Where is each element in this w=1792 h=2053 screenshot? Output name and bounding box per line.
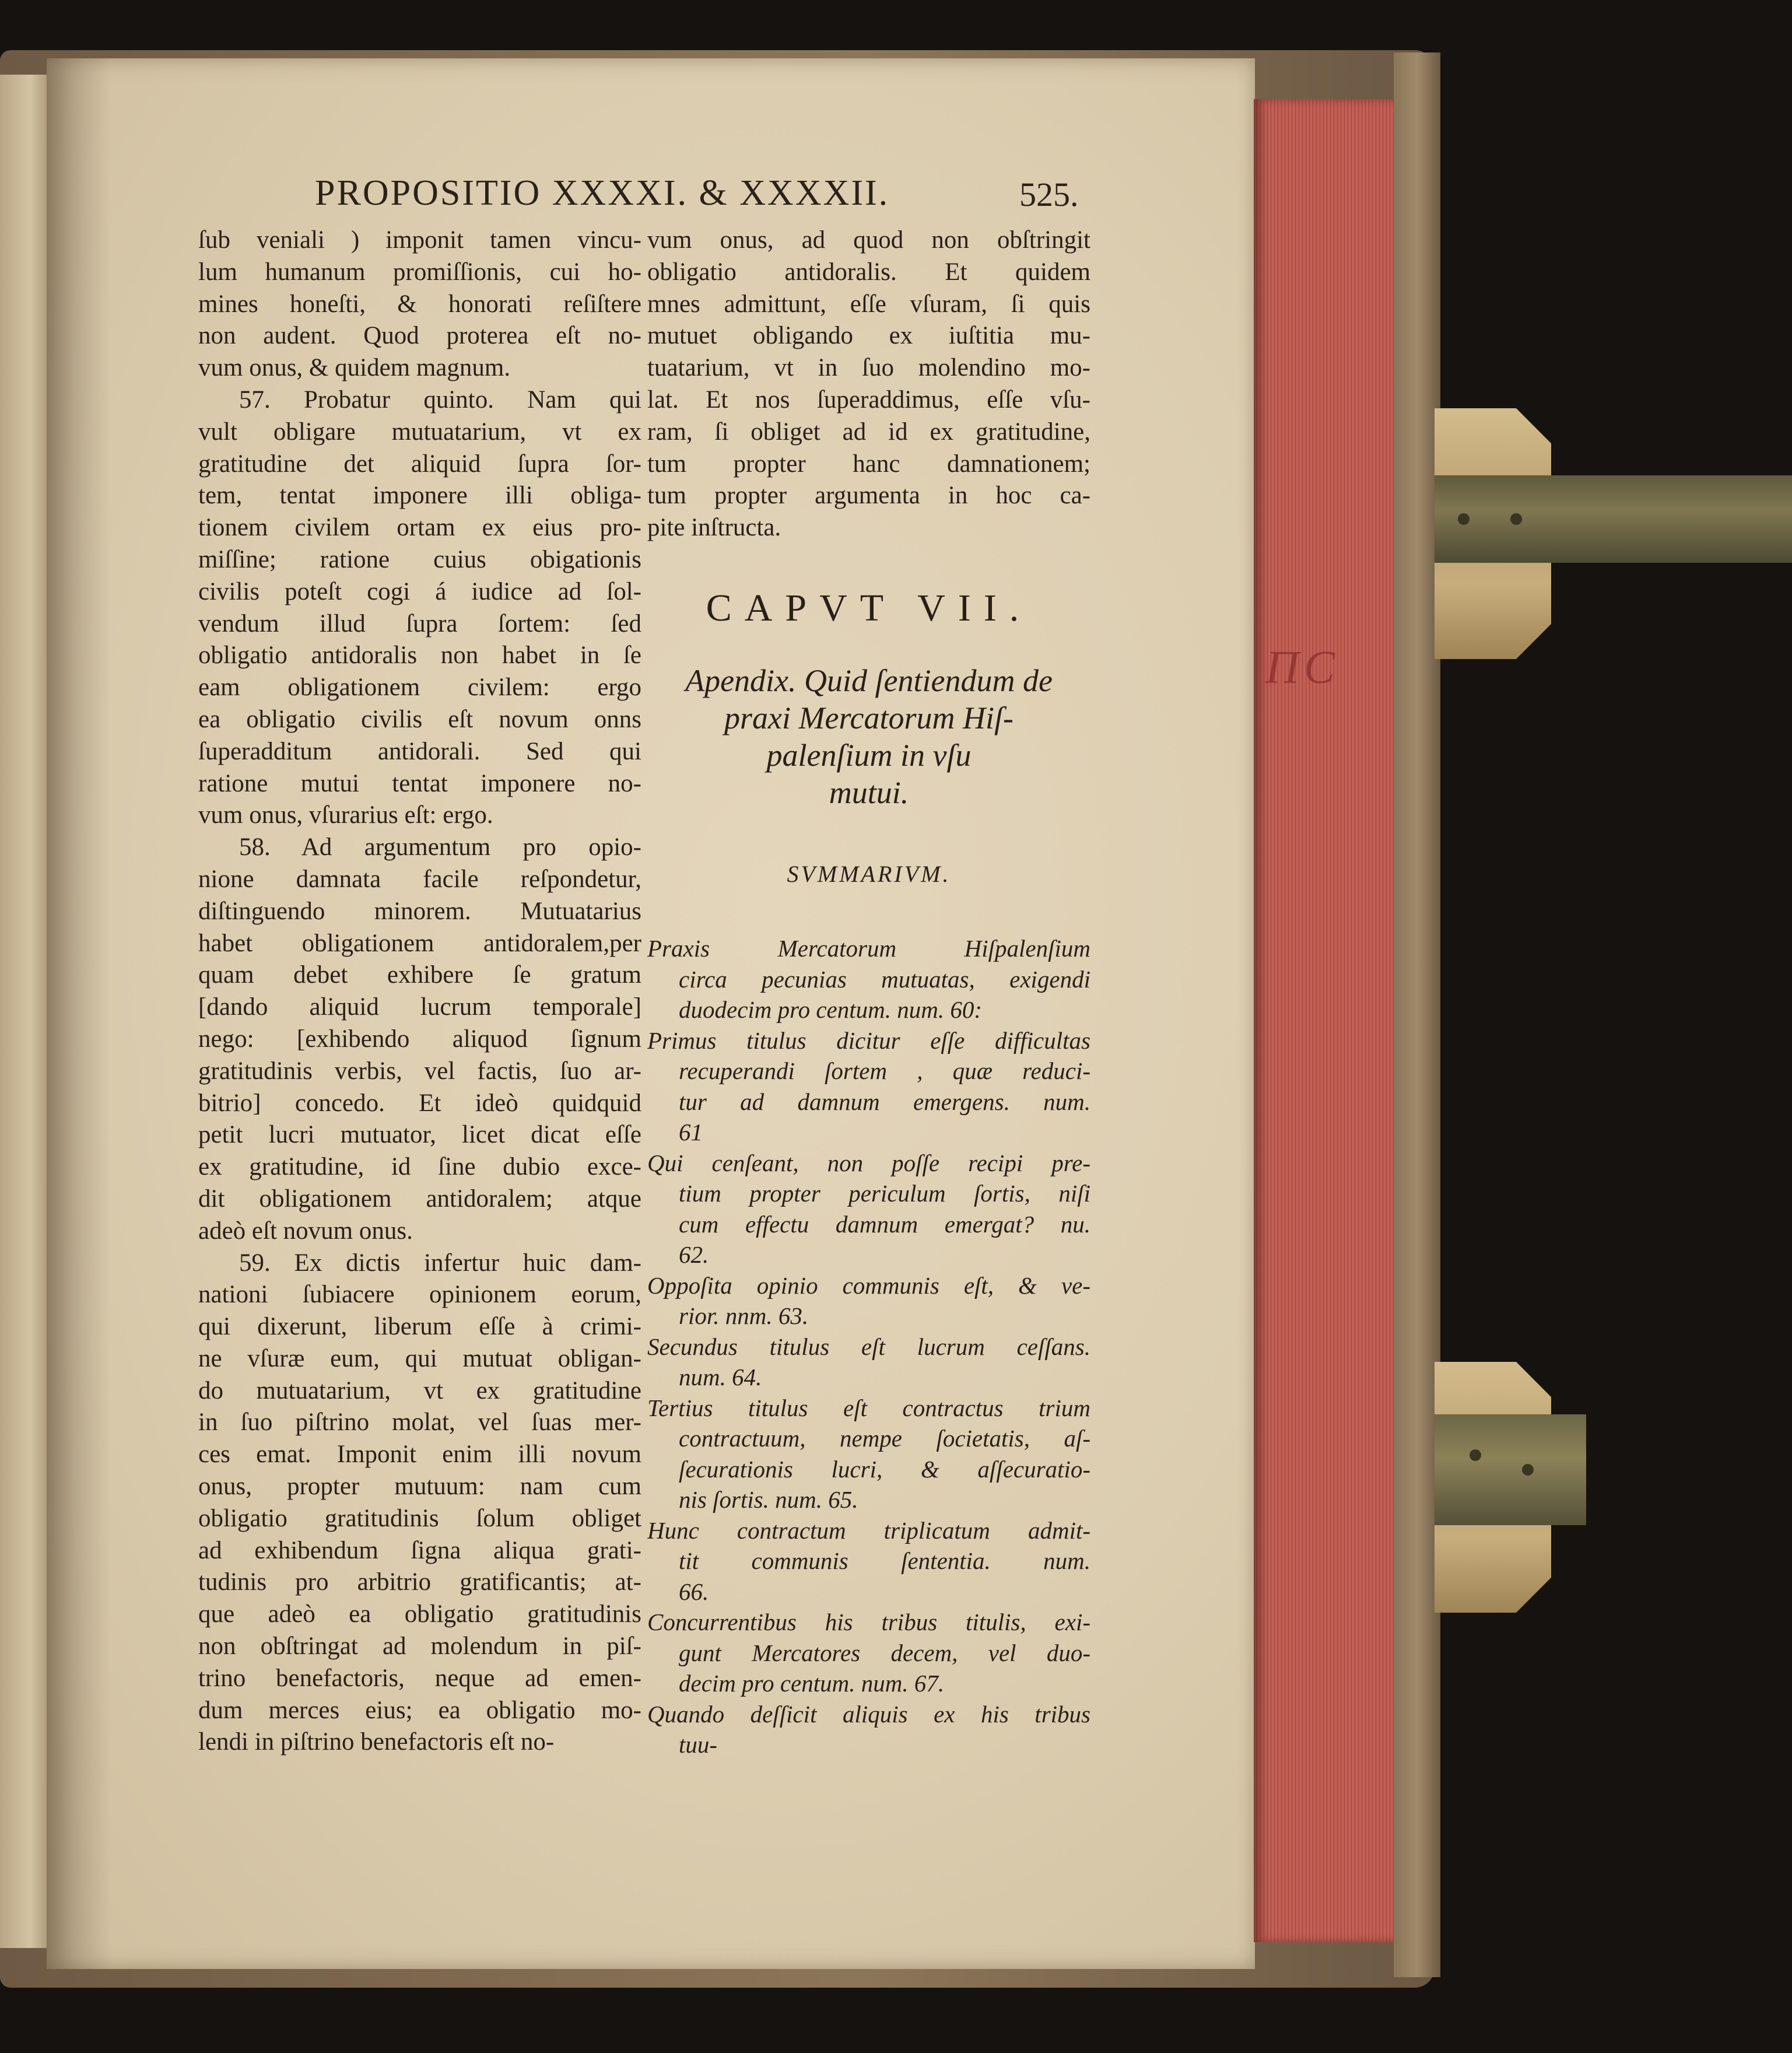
summary-entry [647,1148,1090,1270]
text-line: 59. Ex dictis infertur huic dam- [239,1249,641,1277]
summary-entry-line: recuperandi ſortem , quæ reduci- [679,1057,1090,1084]
text-line: dum merces eius; ea obligatio mo- [198,1696,641,1724]
upper-clasp-strap [1435,475,1792,563]
text-line: bitrio] concedo. Et ideò quidquid [198,1089,641,1117]
text-line: civilis poteſt cogi á iudice ad ſol- [198,577,641,605]
summary-entry-line: Oppoſita opinio communis eſt, & ve- [647,1271,1090,1299]
summary-entry-line: ſecurationis lucri, & aſſecuratio- [679,1455,1090,1483]
upper-clasp [1435,408,1563,659]
summary-entry-line: Secundus titulus eſt lucrum ceſſans. [647,1333,1090,1360]
left-text-column [198,225,641,1758]
text-line: lum humanum promiſſionis, cui ho- [198,258,641,286]
summary-entry-line: gunt Mercatores decem, vel duo- [679,1639,1090,1666]
text-line: ne vſuræ eum, qui mutuat obligan- [198,1344,641,1372]
text-line: adeò eſt novum onus. [198,1217,413,1245]
text-line: nego: [exhibendo aliquod ſignum [198,1025,641,1053]
page-number: 525. [1019,176,1079,213]
summary-entries [647,933,1090,1760]
text-line: gratitudine det aliquid ſupra ſor- [198,450,641,478]
summary-entry-line: duodecim pro centum. num. 60: [679,996,982,1023]
text-line: gratitudinis verbis, vel factis, ſuo ar- [198,1057,641,1085]
text-line: obligatio gratitudinis ſolum obliget [198,1504,641,1532]
summary-entry [647,1699,1090,1760]
text-line: ex gratitudine, id ſine dubio exce- [198,1153,641,1181]
summary-entry [647,1607,1090,1699]
lower-clasp [1435,1362,1563,1613]
text-line: ea obligatio civilis eſt novum onns [198,705,641,733]
rivet [1458,513,1470,525]
summary-entry-line: 61 [679,1119,703,1145]
summary-heading: SVMMARIVM. [787,861,951,887]
text-line: tuatarium, vt in ſuo molendino mo- [647,354,1090,382]
text-line: obligatio antidoralis non habet in ſe [198,642,641,670]
rivet [1470,1449,1481,1461]
text-line: que adeò ea obligatio gratitudinis [198,1600,641,1628]
text-line: vum onus, vſurarius eſt: ergo. [198,801,493,829]
edge-annotation: ПС [1265,642,1340,693]
text-line: pite inſtructa. [647,514,781,542]
summary-entry-line: 66. [679,1578,709,1605]
text-line: in ſuo piſtrino molat, vel ſuas mer- [198,1409,641,1437]
text-line: ram, ſi obliget ad id ex gratitudine, [647,418,1090,446]
gutter-shadow [47,58,111,1969]
text-line: mnes admittunt, eſſe vſuram, ſi quis [647,290,1090,318]
summary-entry [647,1515,1090,1607]
text-line: 58. Ad argumentum pro opio- [239,833,641,861]
facing-page-edge [0,75,50,1948]
summary-entry-line: Qui cenſeant, non poſſe recipi pre- [647,1149,1090,1176]
text-line: onus, propter mutuum: nam cum [198,1473,641,1501]
text-line: ad exhibendum ſigna aliqua grati- [198,1536,641,1564]
summary-entry-line: tit communis ſententia. num. [679,1547,1090,1574]
red-page-edges [1254,99,1400,1942]
summary-entry-line: tur ad damnum emergens. num. [679,1088,1090,1115]
text-line: mines honeſti, & honorati reſiſtere [198,290,641,318]
summary-entry-line: Hunc contractum triplicatum admit- [647,1516,1090,1544]
text-line: tionem civilem ortam ex eius pro- [198,514,641,542]
summary-entry-line: Quando deſſicit aliquis ex his tribus [647,1700,1090,1728]
appendix-title-line: palenſium in vſu [766,738,972,773]
appendix-title-line: mutui. [829,775,909,810]
summary-entry-line: contractuum, nempe ſocietatis, aſ- [679,1425,1090,1452]
appendix-title [647,662,1090,811]
summary-entry-line: circa pecunias mutuatas, exigendi [679,965,1090,993]
summary-entry [647,1332,1090,1393]
text-line: quam debet exhibere ſe gratum [198,961,641,989]
text-line: tum propter hanc damnationem; [647,450,1090,478]
text-line: non obſtringat ad molendum in piſ- [198,1632,641,1660]
text-line: ſuperadditum antidorali. Sed qui [198,737,641,765]
summary-entry-line: Primus titulus dicitur eſſe difficultas [647,1026,1090,1054]
text-line: dit obligationem antidoralem; atque [198,1185,641,1213]
text-line: vendum illud ſupra ſortem: ſed [198,609,641,637]
text-line: do mutuatarium, vt ex gratitudine [198,1376,641,1404]
text-line: qui dixerunt, liberum eſſe à crimi- [198,1313,641,1341]
text-line: non audent. Quod proterea eſt no- [198,322,641,350]
summary-entry-line: decim pro centum. num. 67. [679,1670,945,1697]
summary-entry-line: tиu- [679,1731,718,1758]
summary-entry [647,1270,1090,1332]
text-line: nione damnata facile reſpondetur, [198,865,641,893]
summary-entry-line: Concurrentibus his tribus titulis, exi- [647,1609,1090,1635]
text-line: tudinis pro arbitrio gratificantis; at- [198,1568,641,1596]
text-line: lat. Et nos ſuperaddimus, eſſe vſu- [647,386,1090,414]
summary-entry-line: cum effectu damnum emergat? nu. [679,1210,1090,1238]
rivet [1522,1464,1534,1476]
text-line: vum onus, & quidem magnum. [198,354,511,382]
summary-entry-line: Tertius titulus eſt contractus trium [647,1394,1090,1421]
text-line: vult obligare mutuatarium, vt ex [198,418,641,446]
text-line: [dando aliquid lucrum temporale] [198,993,641,1021]
text-line: tem, tentat imponere illi obliga- [198,482,641,510]
summary-entry-line: tium propter periculum ſortis, niſi [679,1180,1090,1207]
appendix-title-line: praxi Mercatorum Hiſ- [724,700,1014,735]
summary-entry-line: rior. nnm. 63. [679,1302,809,1329]
text-line: eam obligationem civilem: ergo [198,674,641,702]
text-line: ſub veniali ) imponit tamen vincu- [198,226,641,254]
text-line: diſtinguendo minorem. Mutuatarius [198,897,641,925]
text-line: ratione mutui tentat imponere no- [198,769,641,797]
summary-entry-line: 62. [679,1241,709,1268]
text-line: miſſine; ratione cuius obigationis [198,545,641,573]
text-line: petit lucri mutuator, licet dicat eſſe [198,1121,641,1149]
summary-entry-line: Praxis Mercatorum Hiſpalenſium [647,935,1090,962]
text-line: trino benefactoris, neque ad emen- [198,1664,641,1692]
right-text-column [647,225,1090,544]
text-line: 57. Probatur quinto. Nam qui [239,386,641,414]
summary-entry-line: nis ſortis. num. 65. [679,1486,858,1513]
text-line: vum onus, ad quod non obſtringit [647,226,1090,254]
text-line: ces emat. Imponit enim illi novum [198,1441,641,1469]
rivet [1510,513,1522,525]
summary-entry-line: num. 64. [679,1364,762,1390]
chapter-heading: CAPVT VII. [706,587,1032,629]
text-line: nationi ſubiacere opinionem eorum, [198,1281,641,1309]
summary-entry [647,1393,1090,1515]
summary-entry [647,933,1090,1025]
back-board [1394,52,1440,1977]
text-line: tum propter argumenta in hoc ca- [647,482,1090,510]
text-line: mutuet obligando ex iuſtitia mu- [647,322,1090,350]
lower-clasp-strap [1435,1414,1586,1525]
summary-entry [647,1025,1090,1148]
text-line: lendi in piſtrino benefactoris eſt no- [198,1728,555,1756]
running-head: PROPOSITIO XXXXI. & XXXXII. [315,173,890,213]
text-line: obligatio antidoralis. Et quidem [647,258,1090,286]
text-line: habet obligationem antidoralem,per [198,929,641,957]
appendix-title-line: Apendix. Quid ſentiendum de [685,663,1053,698]
